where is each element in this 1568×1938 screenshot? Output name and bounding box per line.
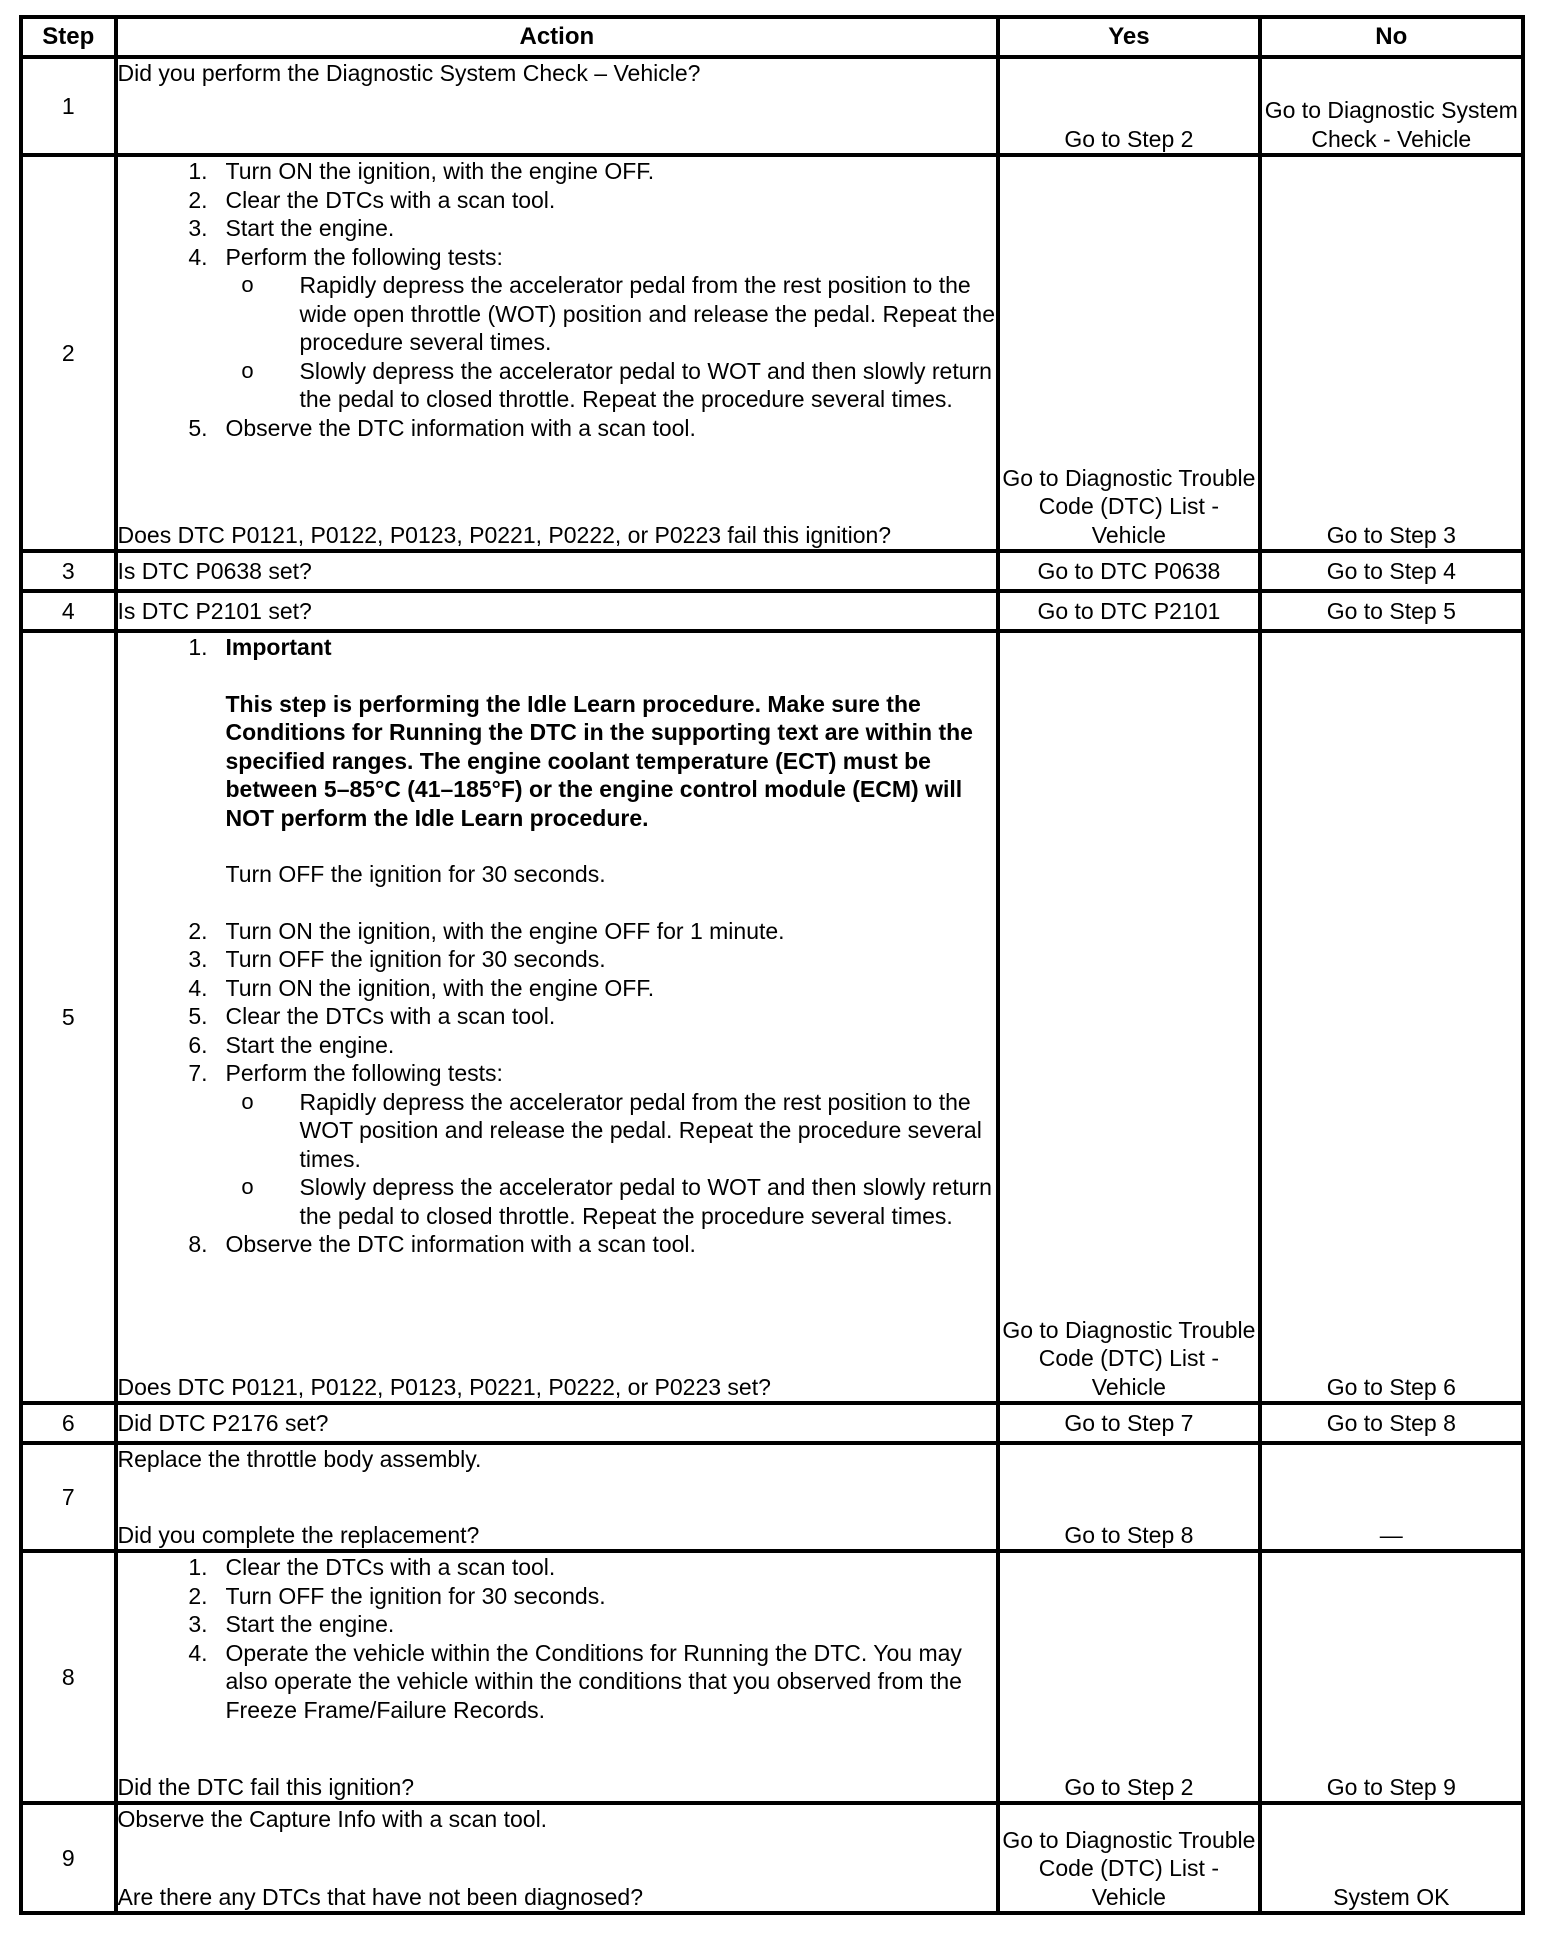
yes-cell: Go to Step 7 [998, 1403, 1259, 1443]
step-number: 1 [21, 57, 116, 155]
action-question: Did the DTC fail this ignition? [117, 1773, 415, 1800]
action-text: Did DTC P2176 set? [117, 1409, 329, 1436]
no-cell: Go to Step 9 [1260, 1551, 1523, 1803]
step-number: 2 [21, 155, 116, 551]
yes-cell: Go to DTC P0638 [998, 551, 1259, 591]
table-row [21, 1443, 1523, 1551]
list-item: 3. Start the engine. [188, 1611, 395, 1637]
no-cell: Go to Step 3 [1260, 155, 1523, 551]
list-item: 3. Turn OFF the ignition for 30 seconds. [188, 946, 606, 972]
table-row [21, 551, 1523, 591]
no-cell: Go to Step 5 [1260, 591, 1523, 631]
important-label: Important [225, 634, 332, 660]
action-text: Is DTC P2101 set? [117, 597, 312, 624]
sub-list-item: o Slowly depress the accelerator pedal to WOT and then slowly return the pedal to closed throttle. Repeat the procedure several times. [218, 357, 997, 414]
step1-text: Turn OFF the ignition for 30 seconds. [225, 861, 606, 887]
action-question: Does DTC P0121, P0122, P0123, P0221, P0222, or P0223 fail this ignition? [117, 521, 892, 548]
bullet-icon: o [241, 1088, 254, 1114]
action-steps [118, 633, 997, 1259]
action-question: Does DTC P0121, P0122, P0123, P0221, P0222, or P0223 set? [117, 1373, 771, 1400]
bullet-icon: o [241, 1174, 254, 1199]
step-number: 5 [21, 631, 116, 1403]
step-number: 9 [21, 1803, 116, 1913]
step-number: 3 [21, 551, 116, 591]
list-item: 5. Observe the DTC information with a scan tool. [188, 414, 696, 441]
action-cell [116, 1403, 999, 1443]
list-item: 6. Start the engine. [188, 1031, 395, 1058]
step-number: 8 [21, 1551, 116, 1803]
no-cell: Go to Step 6 [1260, 631, 1523, 1403]
header-row [21, 17, 1523, 57]
list-item: 8. Observe the DTC information with a scan tool. [188, 1231, 696, 1257]
list-item: 2. Clear the DTCs with a scan tool. [188, 186, 556, 213]
yes-cell: Go to DTC P2101 [998, 591, 1259, 631]
sub-list [118, 271, 997, 414]
no-cell: — [1260, 1443, 1523, 1551]
list-item: 1. Clear the DTCs with a scan tool. [188, 1554, 556, 1580]
list-item: 4. Operate the vehicle within the Conditions for Running the DTC. You may also operate the vehicle within the conditions that you observed from the Freeze Frame/Failure Records. [188, 1639, 962, 1723]
header-no: No [1260, 17, 1523, 57]
no-cell: Go to Diagnostic System Check - Vehicle [1260, 57, 1523, 155]
sub-list [118, 1088, 997, 1231]
yes-cell: Go to Step 2 [998, 1551, 1259, 1803]
header-yes: Yes [998, 17, 1259, 57]
action-cell [116, 631, 999, 1403]
list-item: 2. Turn OFF the ignition for 30 seconds. [188, 1582, 606, 1609]
no-cell: System OK [1260, 1803, 1523, 1913]
list-item: 4. Turn ON the ignition, with the engine OFF. [188, 974, 655, 1001]
step-number: 4 [21, 591, 116, 631]
list-item: 4. Perform the following tests: [188, 243, 503, 270]
sub-list-item: o Slowly depress the accelerator pedal to WOT and then slowly return the pedal to closed throttle. Repeat the procedure several times. [218, 1173, 997, 1230]
important-text: This step is performing the Idle Learn procedure. Make sure the Conditions for Running the DTC in the supporting text are within the specified ranges. The engine coolant temperature (ECT) must be between 5–85°C (41–185°F) or the engine control module (ECM) will NOT perform the Idle Learn procedure. [225, 690, 973, 831]
list-item: 1. Turn ON the ignition, with the engine OFF. [188, 158, 655, 184]
action-cell [116, 1443, 999, 1551]
yes-cell: Go to Diagnostic Trouble Code (DTC) List - Vehicle [998, 1803, 1259, 1913]
sub-list-item: o Rapidly depress the accelerator pedal from the rest position to the WOT position and release the pedal. Repeat the procedure several times. [218, 1088, 997, 1174]
step-number: 6 [21, 1403, 116, 1443]
list-item: 3. Start the engine. [188, 215, 395, 241]
table-row [21, 155, 1523, 551]
action-cell [116, 155, 999, 551]
list-item: 1. Important This step is performing the Idle Learn procedure. Make sure the Conditions for Running the DTC in the supporting text are within the specified ranges. The engine coolant temperature (ECT) must be between 5–85°C (41–185°F) or the engine control module (ECM) will NOT perform the Idle Learn procedure. Turn OFF the ignition for 30 seconds. [118, 633, 997, 917]
action-text: Replace the throttle body assembly. [117, 1446, 482, 1472]
table-row [21, 1551, 1523, 1803]
action-text: Observe the Capture Info with a scan tool. [117, 1806, 548, 1832]
action-cell [116, 591, 999, 631]
no-cell: Go to Step 4 [1260, 551, 1523, 591]
no-cell: Go to Step 8 [1260, 1403, 1523, 1443]
step-number: 7 [21, 1443, 116, 1551]
header-action: Action [116, 17, 999, 57]
action-text: Is DTC P0638 set? [117, 557, 312, 584]
table-row [21, 591, 1523, 631]
header-step: Step [21, 17, 116, 57]
list-item: 2. Turn ON the ignition, with the engine OFF for 1 minute. [188, 917, 785, 944]
table-row [21, 1803, 1523, 1913]
action-cell [116, 1551, 999, 1803]
action-question: Are there any DTCs that have not been diagnosed? [117, 1883, 644, 1910]
action-question: Did you complete the replacement? [117, 1521, 480, 1548]
action-text: Did you perform the Diagnostic System Check – Vehicle? [117, 60, 701, 86]
action-steps [118, 157, 997, 442]
yes-cell: Go to Diagnostic Trouble Code (DTC) List - Vehicle [998, 631, 1259, 1403]
diagnostic-table [19, 15, 1525, 1915]
table-row [21, 631, 1523, 1403]
bullet-icon: o [241, 357, 254, 383]
sub-list-item: o Rapidly depress the accelerator pedal from the rest position to the wide open throttle (WOT) position and release the pedal. Repeat the procedure several times. [218, 271, 997, 357]
yes-cell: Go to Step 8 [998, 1443, 1259, 1551]
action-cell [116, 551, 999, 591]
action-cell [116, 57, 999, 155]
bullet-icon: o [241, 272, 254, 297]
list-item: 5. Clear the DTCs with a scan tool. [188, 1003, 556, 1029]
action-cell [116, 1803, 999, 1913]
yes-cell: Go to Diagnostic Trouble Code (DTC) List - Vehicle [998, 155, 1259, 551]
table-row [21, 57, 1523, 155]
list-item: 7. Perform the following tests: [188, 1060, 503, 1086]
action-steps [118, 1553, 997, 1724]
yes-cell: Go to Step 2 [998, 57, 1259, 155]
table-row [21, 1403, 1523, 1443]
